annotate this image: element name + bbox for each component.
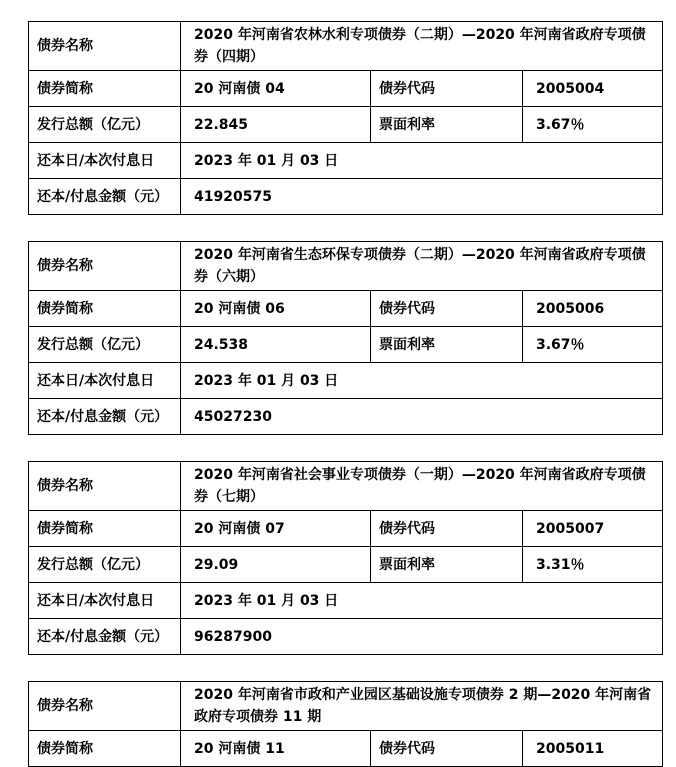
issue-amount-value: 29.09 [181,547,371,583]
payment-date-value: 2023 年 01 月 03 日 [181,143,663,179]
bond-shortname-label: 债券简称 [29,291,181,327]
bond-shortname-label: 债券简称 [29,511,181,547]
bond-name-label: 债券名称 [29,682,181,731]
bond-name-label: 债券名称 [29,462,181,511]
bond-name-value: 2020 年河南省市政和产业园区基础设施专项债券 2 期—2020 年河南省政府专项债券 11 期 [181,682,663,731]
table-row [29,547,663,583]
issue-amount-value: 22.845 [181,107,371,143]
coupon-rate-value: 3.67％ [523,107,663,143]
bond-name-label: 债券名称 [29,22,181,71]
payment-date-label: 还本日/本次付息日 [29,363,181,399]
issue-amount-label: 发行总额（亿元） [29,547,181,583]
payment-amount-label: 还本/付息金额（元） [29,179,181,215]
bond-code-value: 2005007 [523,511,663,547]
bond-shortname-value: 20 河南债 11 [181,731,371,767]
bond-code-value: 2005004 [523,71,663,107]
payment-amount-value: 96287900 [181,619,663,655]
bond-name-label: 债券名称 [29,242,181,291]
table-row [29,107,663,143]
bond-shortname-value: 20 河南债 06 [181,291,371,327]
table-row [29,619,663,655]
issue-amount-value: 24.538 [181,327,371,363]
payment-amount-label: 还本/付息金额（元） [29,399,181,435]
table-row [29,363,663,399]
bond-name-value: 2020 年河南省农林水利专项债券（二期）—2020 年河南省政府专项债券（四期） [181,22,663,71]
payment-amount-value: 41920575 [181,179,663,215]
table-row [29,682,663,731]
coupon-rate-label: 票面利率 [371,547,523,583]
bond-table-2 [28,241,663,435]
payment-date-label: 还本日/本次付息日 [29,583,181,619]
bond-shortname-label: 债券简称 [29,71,181,107]
payment-date-label: 还本日/本次付息日 [29,143,181,179]
bond-name-value: 2020 年河南省生态环保专项债券（二期）—2020 年河南省政府专项债券（六期） [181,242,663,291]
bond-shortname-value: 20 河南债 07 [181,511,371,547]
coupon-rate-value: 3.31％ [523,547,663,583]
coupon-rate-label: 票面利率 [371,107,523,143]
payment-amount-value: 45027230 [181,399,663,435]
bond-shortname-label: 债券简称 [29,731,181,767]
payment-date-value: 2023 年 01 月 03 日 [181,583,663,619]
payment-date-value: 2023 年 01 月 03 日 [181,363,663,399]
issue-amount-label: 发行总额（亿元） [29,107,181,143]
table-row [29,22,663,71]
bond-code-label: 债券代码 [371,291,523,327]
bond-shortname-value: 20 河南债 04 [181,71,371,107]
table-row [29,731,663,767]
table-row [29,71,663,107]
table-row [29,242,663,291]
bond-code-value: 2005011 [523,731,663,767]
table-row [29,179,663,215]
table-row [29,399,663,435]
table-row [29,511,663,547]
table-row [29,143,663,179]
bond-table-1 [28,21,663,215]
coupon-rate-label: 票面利率 [371,327,523,363]
bond-code-label: 债券代码 [371,511,523,547]
table-row [29,462,663,511]
bond-code-value: 2005006 [523,291,663,327]
table-row [29,291,663,327]
table-row [29,327,663,363]
table-row [29,583,663,619]
bond-table-4 [28,681,663,767]
bond-table-3 [28,461,663,655]
bond-name-value: 2020 年河南省社会事业专项债券（一期）—2020 年河南省政府专项债券（七期） [181,462,663,511]
issue-amount-label: 发行总额（亿元） [29,327,181,363]
payment-amount-label: 还本/付息金额（元） [29,619,181,655]
bond-code-label: 债券代码 [371,71,523,107]
coupon-rate-value: 3.67％ [523,327,663,363]
bond-code-label: 债券代码 [371,731,523,767]
